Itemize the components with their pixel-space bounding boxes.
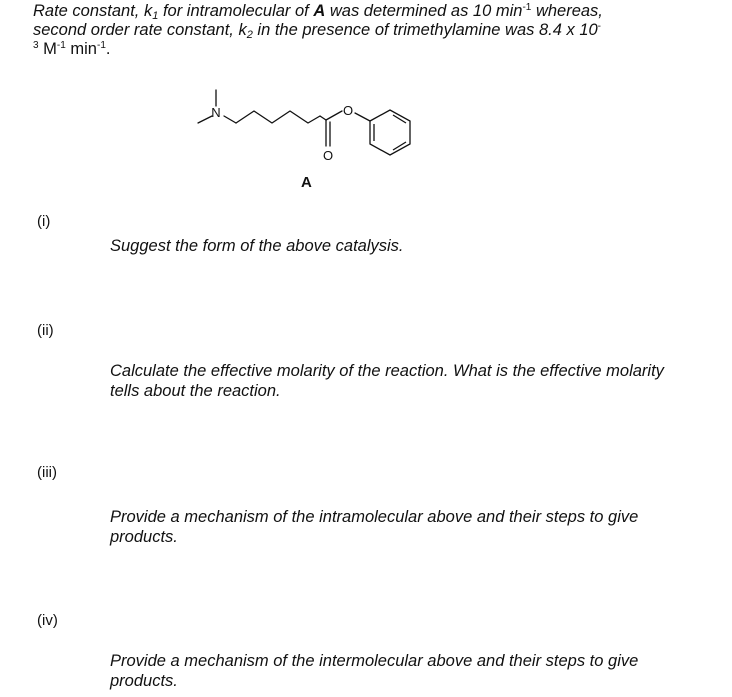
k2-subscript: 2: [246, 29, 253, 41]
ester-o-ring-bond: [355, 113, 370, 121]
question-text-3: Provide a mechanism of the intramolecular above and their steps to give products.: [110, 508, 639, 546]
benzene-ring: [370, 110, 410, 155]
compound-a-structure: [190, 80, 450, 200]
exponent-sign: -: [597, 21, 602, 32]
question-number-3: (iii): [37, 464, 57, 481]
compound-ref: A: [313, 2, 326, 20]
k1-subscript: 1: [152, 10, 159, 22]
unit-min: min: [65, 40, 97, 58]
alkyl-chain: [236, 111, 320, 123]
intro-line2-a: second order rate constant, k: [33, 21, 247, 39]
exponent-digit: 3: [33, 40, 39, 51]
intro-line2-b: in the presence of trimethylamine was 8.4 x 10: [252, 21, 598, 39]
question-number-2: (ii): [37, 322, 54, 339]
question-number-4: (iv): [37, 612, 58, 629]
carbonyl-oxygen-atom: O: [322, 148, 334, 163]
compound-label: A: [301, 174, 312, 191]
question-text-1: Suggest the form of the above catalysis.: [110, 237, 404, 255]
intro-line1-d: whereas,: [531, 2, 603, 20]
chain-carbonyl-bond: [320, 116, 326, 120]
intro-line1-b: for intramolecular of: [158, 2, 314, 20]
unit-m: M: [38, 40, 57, 58]
n-chain-bond: [224, 116, 236, 123]
nitrogen-atom: N: [211, 105, 221, 120]
ester-c-o-bond: [326, 111, 342, 120]
n-methyl-left-bond: [198, 116, 212, 123]
problem-statement: [33, 2, 683, 59]
m-exponent: -1: [56, 40, 66, 51]
intro-period: .: [105, 40, 111, 58]
intro-line1-a: Rate constant, k: [33, 2, 153, 20]
question-text-2: Calculate the effective molarity of the reaction. What is the effective molarity tells about the reaction.: [110, 362, 664, 400]
intro-line1-c: was determined as 10 min: [325, 2, 523, 20]
ester-oxygen-atom: O: [342, 103, 354, 118]
question-number-1: (i): [37, 213, 51, 230]
min2-exponent: -1: [96, 40, 106, 51]
min-exponent: -1: [522, 2, 532, 13]
question-text-4: Provide a mechanism of the intermolecular above and their steps to give products.: [110, 652, 639, 690]
